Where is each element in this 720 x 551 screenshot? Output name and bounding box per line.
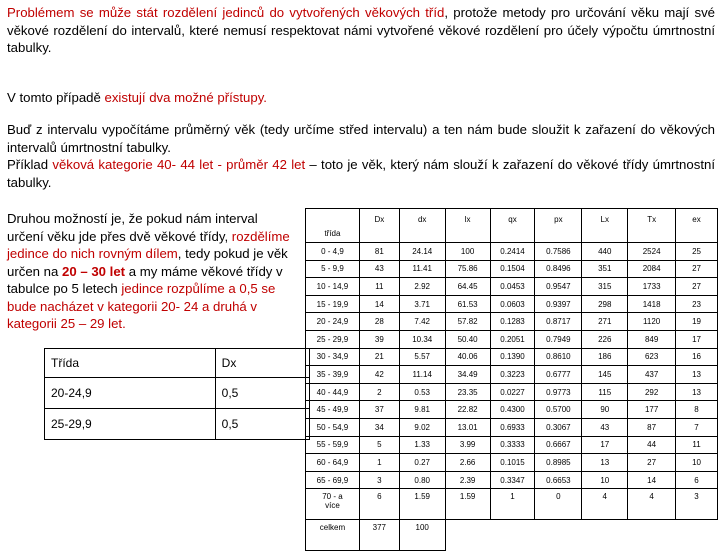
second-approach-text-2: , tedy pokud je věk určen na — [7, 246, 288, 279]
header-cell: Tx — [628, 209, 676, 243]
table-cell: 37 — [359, 401, 399, 419]
empty-cell — [628, 520, 676, 551]
second-approach-red-2: jedince rozpůlíme a 0,5 se bude nacházet v kategorii 20- 24 a druhá v kategorii 25 – 29 let. — [7, 281, 276, 331]
table-cell: 13 — [582, 454, 628, 472]
life-table-header-row — [306, 209, 718, 243]
table-cell: 271 — [582, 313, 628, 331]
table-cell: 0.3223 — [490, 366, 535, 384]
table-cell: 0.6653 — [535, 471, 582, 489]
total-label: celkem — [306, 520, 360, 551]
table-cell: 23.35 — [445, 383, 490, 401]
age-class-cell: 40 - 44,9 — [306, 383, 360, 401]
age-class-cell: 50 - 54,9 — [306, 418, 360, 436]
table-row — [306, 418, 718, 436]
table-cell: 9.02 — [399, 418, 445, 436]
table-cell: 9.81 — [399, 401, 445, 419]
table-row — [306, 278, 718, 296]
table-cell: 0.9547 — [535, 278, 582, 296]
table-cell: 145 — [582, 366, 628, 384]
table-cell: 0.9397 — [535, 295, 582, 313]
second-approach-bold: 20 – 30 let — [62, 263, 126, 279]
table-cell: 42 — [359, 366, 399, 384]
table-cell: 0.3347 — [490, 471, 535, 489]
second-approach-text-1: Druhou možností je, že pokud nám interval určení věku jde přes dvě věkové třídy, — [7, 211, 258, 244]
header-cell: lx — [445, 209, 490, 243]
table-cell: 7 — [676, 418, 718, 436]
table-cell: 0.0227 — [490, 383, 535, 401]
table-row — [306, 401, 718, 419]
table-cell: 50.40 — [445, 330, 490, 348]
table-cell: 0.4300 — [490, 401, 535, 419]
table-cell: 13 — [676, 366, 718, 384]
age-class-cell: 5 - 9,9 — [306, 260, 360, 278]
table-cell: 11.14 — [399, 366, 445, 384]
table-cell: 186 — [582, 348, 628, 366]
table-row — [306, 454, 718, 472]
table-cell: 8 — [676, 401, 718, 419]
table-cell: 2084 — [628, 260, 676, 278]
table-cell: 28 — [359, 313, 399, 331]
table-cell: 14 — [359, 295, 399, 313]
table-cell: 13.01 — [445, 418, 490, 436]
table-cell: 3 — [676, 489, 718, 520]
table-cell: 6 — [676, 471, 718, 489]
empty-cell — [490, 520, 535, 551]
table-cell: 1 — [359, 454, 399, 472]
table-cell: 3.99 — [445, 436, 490, 454]
table-row — [306, 243, 718, 261]
table-row — [306, 366, 718, 384]
table-cell: 0.8985 — [535, 454, 582, 472]
table-cell: 0.7949 — [535, 330, 582, 348]
table-cell: 0.2414 — [490, 243, 535, 261]
table-cell: 64.45 — [445, 278, 490, 296]
table-cell: 17 — [676, 330, 718, 348]
table-row — [45, 409, 310, 440]
age-class-cell: 15 - 19,9 — [306, 295, 360, 313]
table-row — [306, 260, 718, 278]
table-row — [45, 378, 310, 409]
table-cell: 27 — [676, 278, 718, 296]
empty-cell — [445, 520, 490, 551]
table-cell: 6 — [359, 489, 399, 520]
approaches-text-red: existují dva možné přístupy. — [104, 90, 267, 105]
table-cell: 1418 — [628, 295, 676, 313]
problem-text: , protože metody pro určování věku mají své věkové rozdělení do intervalů, které nemusí respektovat námi vytvořené věkové rozdělení pro účely výpočtu úmrtnostní tabulky. — [7, 5, 715, 55]
table-cell: 34 — [359, 418, 399, 436]
empty-cell — [676, 520, 718, 551]
table-cell: 5 — [359, 436, 399, 454]
table-cell: 2524 — [628, 243, 676, 261]
age-class-cell: 45 - 49,9 — [306, 401, 360, 419]
table-cell: 0.0453 — [490, 278, 535, 296]
table-cell: 2.92 — [399, 278, 445, 296]
table-cell: 24.14 — [399, 243, 445, 261]
example-split-table — [44, 348, 310, 440]
table-cell: 5.57 — [399, 348, 445, 366]
second-approach-red-1: rozdělíme jedince do nich rovným dílem — [7, 228, 290, 261]
header-cell: ex — [676, 209, 718, 243]
age-class-cell: 65 - 69,9 — [306, 471, 360, 489]
table-cell: 11 — [359, 278, 399, 296]
table-cell: 25 — [676, 243, 718, 261]
table-row — [306, 295, 718, 313]
table-cell: 440 — [582, 243, 628, 261]
header-cell: px — [535, 209, 582, 243]
table-cell: 351 — [582, 260, 628, 278]
table-cell: 57.82 — [445, 313, 490, 331]
header-cell: dx — [399, 209, 445, 243]
header-dx: Dx — [215, 349, 309, 378]
table-cell: 0.8496 — [535, 260, 582, 278]
table-cell: 0.53 — [399, 383, 445, 401]
table-row — [306, 348, 718, 366]
table-cell: 21 — [359, 348, 399, 366]
problem-text-red: Problémem se může stát rozdělení jedinců do vytvořených věkových tříd — [7, 5, 445, 20]
table-cell: 1 — [490, 489, 535, 520]
table-cell: 0.2051 — [490, 330, 535, 348]
table-cell: 0.1015 — [490, 454, 535, 472]
table-cell: 0.27 — [399, 454, 445, 472]
table-cell: 27 — [676, 260, 718, 278]
table-cell: 44 — [628, 436, 676, 454]
table-cell: 43 — [582, 418, 628, 436]
table-cell: 298 — [582, 295, 628, 313]
table-row — [306, 489, 718, 520]
table-cell: 19 — [676, 313, 718, 331]
table-cell: 0.6667 — [535, 436, 582, 454]
table-cell: 0.5700 — [535, 401, 582, 419]
age-class-cell: 30 - 34,9 — [306, 348, 360, 366]
header-cell: třída — [306, 209, 360, 243]
table-cell: 292 — [628, 383, 676, 401]
table-cell: 2.39 — [445, 471, 490, 489]
age-class-cell: 10 - 14,9 — [306, 278, 360, 296]
table-cell: 0.80 — [399, 471, 445, 489]
table-cell: 1120 — [628, 313, 676, 331]
table-cell: 623 — [628, 348, 676, 366]
table-cell: 1.59 — [399, 489, 445, 520]
first-approach-text: Buď z intervalu vypočítáme průměrný věk (tedy určíme střed intervalu) a ten nám bude sloužit k zařazení do věkových intervalů úmrtnostní tabulky. — [7, 122, 715, 155]
paragraph-problem — [7, 4, 715, 57]
table-cell: 39 — [359, 330, 399, 348]
table-cell: 90 — [582, 401, 628, 419]
table-cell: 27 — [628, 454, 676, 472]
table-cell: 34.49 — [445, 366, 490, 384]
table-cell: 0.6933 — [490, 418, 535, 436]
table-cell: 0.9773 — [535, 383, 582, 401]
table-cell: 10.34 — [399, 330, 445, 348]
table-row — [306, 313, 718, 331]
table-cell: 75.86 — [445, 260, 490, 278]
table-cell: 43 — [359, 260, 399, 278]
table-cell: 0.8717 — [535, 313, 582, 331]
example-text-red: věková kategorie 40- 44 let - průměr 42 let — [52, 157, 306, 172]
table-cell: 177 — [628, 401, 676, 419]
table-cell: 10 — [676, 454, 718, 472]
header-trida: Třída — [45, 349, 216, 378]
table-cell: 14 — [628, 471, 676, 489]
table-cell: 4 — [582, 489, 628, 520]
empty-cell — [535, 520, 582, 551]
table-cell: 0 — [535, 489, 582, 520]
paragraph-first-approach — [7, 121, 715, 191]
table-cell: 0.8610 — [535, 348, 582, 366]
table-cell: 20-24,9 — [45, 378, 216, 409]
table-cell: 13 — [676, 383, 718, 401]
table-cell: 0,5 — [215, 378, 309, 409]
empty-cell — [582, 520, 628, 551]
table-cell: 0.1283 — [490, 313, 535, 331]
example-label: Příklad — [7, 157, 53, 172]
table-row — [306, 383, 718, 401]
table-cell: 0.3333 — [490, 436, 535, 454]
header-cell: Dx — [359, 209, 399, 243]
second-approach-text-3: a my máme věkové třídy v tabulce po 5 letech — [7, 263, 283, 296]
table-cell: 0.1390 — [490, 348, 535, 366]
table-cell: 0.0603 — [490, 295, 535, 313]
paragraph-two-approaches — [7, 89, 715, 107]
total-cell: 100 — [399, 520, 445, 551]
header-cell: Lx — [582, 209, 628, 243]
table-header-row — [45, 349, 310, 378]
table-cell: 849 — [628, 330, 676, 348]
approaches-text: V tomto případě — [7, 90, 105, 105]
table-cell: 0.7586 — [535, 243, 582, 261]
total-row — [306, 520, 718, 551]
table-cell: 315 — [582, 278, 628, 296]
age-class-cell: 35 - 39,9 — [306, 366, 360, 384]
table-cell: 11 — [676, 436, 718, 454]
table-cell: 61.53 — [445, 295, 490, 313]
age-class-cell: 20 - 24,9 — [306, 313, 360, 331]
table-cell: 1.59 — [445, 489, 490, 520]
table-cell: 17 — [582, 436, 628, 454]
table-cell: 87 — [628, 418, 676, 436]
table-cell: 25-29,9 — [45, 409, 216, 440]
table-cell: 1733 — [628, 278, 676, 296]
table-cell: 100 — [445, 243, 490, 261]
age-class-cell: 0 - 4,9 — [306, 243, 360, 261]
table-cell: 2.66 — [445, 454, 490, 472]
header-cell: qx — [490, 209, 535, 243]
table-cell: 10 — [582, 471, 628, 489]
table-cell: 0.6777 — [535, 366, 582, 384]
table-cell: 40.06 — [445, 348, 490, 366]
table-row — [306, 330, 718, 348]
age-class-cell: 60 - 64,9 — [306, 454, 360, 472]
table-cell: 115 — [582, 383, 628, 401]
age-class-cell: 55 - 59,9 — [306, 436, 360, 454]
table-cell: 4 — [628, 489, 676, 520]
table-cell: 0.3067 — [535, 418, 582, 436]
age-class-cell: 70 - a více — [306, 489, 360, 520]
paragraph-second-approach — [7, 210, 297, 333]
table-cell: 81 — [359, 243, 399, 261]
table-row — [306, 471, 718, 489]
table-cell: 226 — [582, 330, 628, 348]
table-cell: 22.82 — [445, 401, 490, 419]
table-cell: 0.1504 — [490, 260, 535, 278]
total-cell: 377 — [359, 520, 399, 551]
table-cell: 23 — [676, 295, 718, 313]
table-cell: 437 — [628, 366, 676, 384]
example-text: – toto je věk, který nám slouží k zařazení do věkové třídy úmrtnostní tabulky. — [7, 157, 715, 190]
table-cell: 7.42 — [399, 313, 445, 331]
life-table — [305, 208, 718, 551]
table-row — [306, 436, 718, 454]
table-cell: 0,5 — [215, 409, 309, 440]
age-class-cell: 25 - 29,9 — [306, 330, 360, 348]
table-cell: 1.33 — [399, 436, 445, 454]
table-cell: 11.41 — [399, 260, 445, 278]
table-cell: 16 — [676, 348, 718, 366]
table-cell: 2 — [359, 383, 399, 401]
table-cell: 3 — [359, 471, 399, 489]
table-cell: 3.71 — [399, 295, 445, 313]
